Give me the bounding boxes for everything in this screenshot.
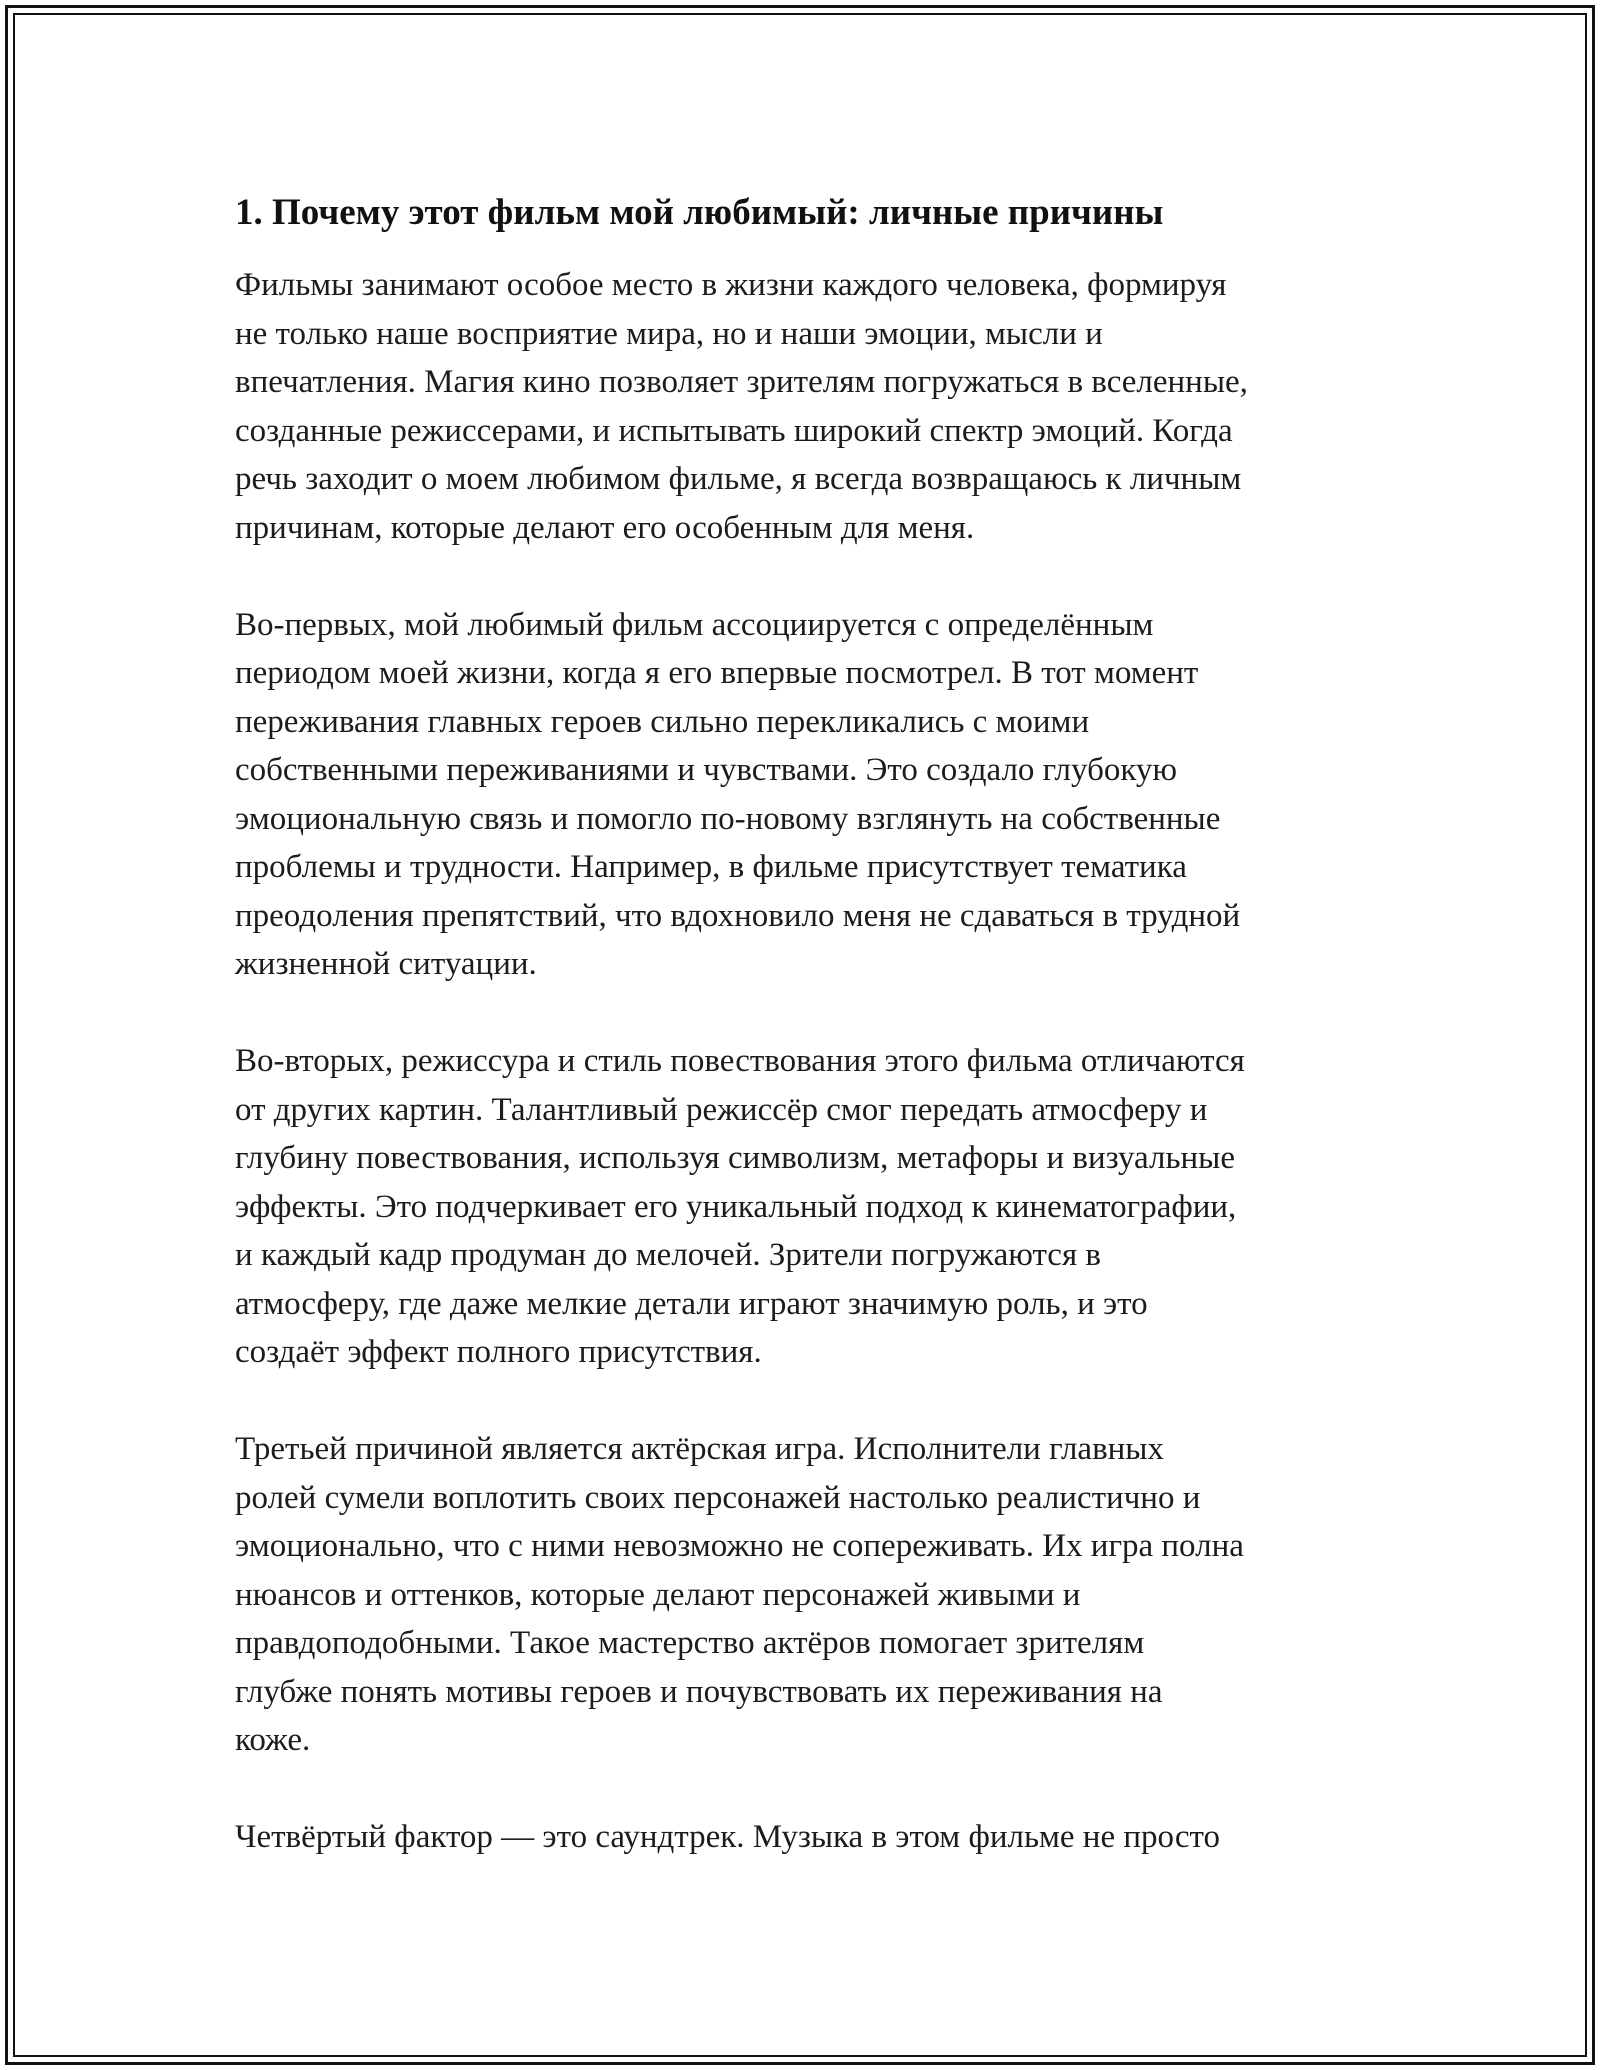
text-line: глубину повествования, используя символизм, метафоры и визуальные: [235, 1140, 1235, 1176]
text-line: Третьей причиной является актёрская игра. Исполнители главных: [235, 1431, 1164, 1467]
text-line: эмоционально, что с ними невозможно не сопереживать. Их игра полна: [235, 1528, 1244, 1564]
text-line: коже.: [235, 1722, 311, 1758]
text-line: причинам, которые делают его особенным для меня.: [235, 509, 975, 546]
text-line: Четвёртый фактор — это саундтрек. Музыка в этом фильме не просто: [235, 1819, 1220, 1855]
text-line: преодоления препятствий, что вдохновило меня не сдаваться в трудной: [235, 897, 1241, 934]
text-line: эмоциональную связь и помогло по-новому взглянуть на собственные: [235, 800, 1221, 837]
paragraph-intro: [235, 261, 1370, 552]
text-line: впечатления. Магия кино позволяет зрителям погружаться в вселенные,: [235, 364, 1248, 400]
text-line: создаёт эффект полного присутствия.: [235, 1334, 762, 1370]
text-line: Во-первых, мой любимый фильм ассоциируется с определённым: [235, 606, 1154, 643]
paragraph-first-reason: [235, 601, 1370, 989]
paragraph-second-reason: [235, 1037, 1370, 1377]
text-line: Во-вторых, режиссура и стиль повествования этого фильма отличаются: [235, 1043, 1245, 1079]
text-line: переживания главных героев сильно перекликались с моими: [235, 703, 1090, 740]
text-line: эффекты. Это подчеркивает его уникальный подход к кинематографии,: [235, 1188, 1237, 1225]
text-line: собственными переживаниями и чувствами. Это создало глубокую: [235, 752, 1178, 788]
text-line: нюансов и оттенков, которые делают персонажей живыми и: [235, 1576, 1081, 1613]
paragraph-third-reason: [235, 1425, 1370, 1765]
section-heading: 1. Почему этот фильм мой любимый: личные причины: [235, 192, 1164, 233]
text-line: от других картин. Талантливый режиссёр смог передать атмосферу и: [235, 1091, 1208, 1128]
text-line: не только наше восприятие мира, но и наши эмоции, мысли и: [235, 315, 1103, 352]
text-line: глубже понять мотивы героев и почувствовать их переживания на: [235, 1673, 1163, 1710]
text-line: жизненной ситуации.: [235, 946, 537, 982]
text-line: созданные режиссерами, и испытывать широкий спектр эмоций. Когда: [235, 412, 1233, 449]
text-line: правдоподобными. Такое мастерство актёров помогает зрителям: [235, 1625, 1145, 1661]
text-line: и каждый кадр продуман до мелочей. Зрители погружаются в: [235, 1237, 1101, 1273]
text-line: Фильмы занимают особое место в жизни каждого человека, формируя: [235, 267, 1227, 303]
text-line: речь заходит о моем любимом фильме, я всегда возвращаюсь к личным: [235, 461, 1242, 497]
document-body: [235, 185, 1370, 1862]
paragraph-fourth-reason: [235, 1813, 1370, 1862]
text-line: ролей сумели воплотить своих персонажей настолько реалистично и: [235, 1479, 1201, 1516]
text-line: периодом моей жизни, когда я его впервые посмотрел. В тот момент: [235, 655, 1199, 691]
text-line: проблемы и трудности. Например, в фильме присутствует тематика: [235, 849, 1187, 885]
text-line: атмосферу, где даже мелкие детали играют значимую роль, и это: [235, 1285, 1148, 1322]
